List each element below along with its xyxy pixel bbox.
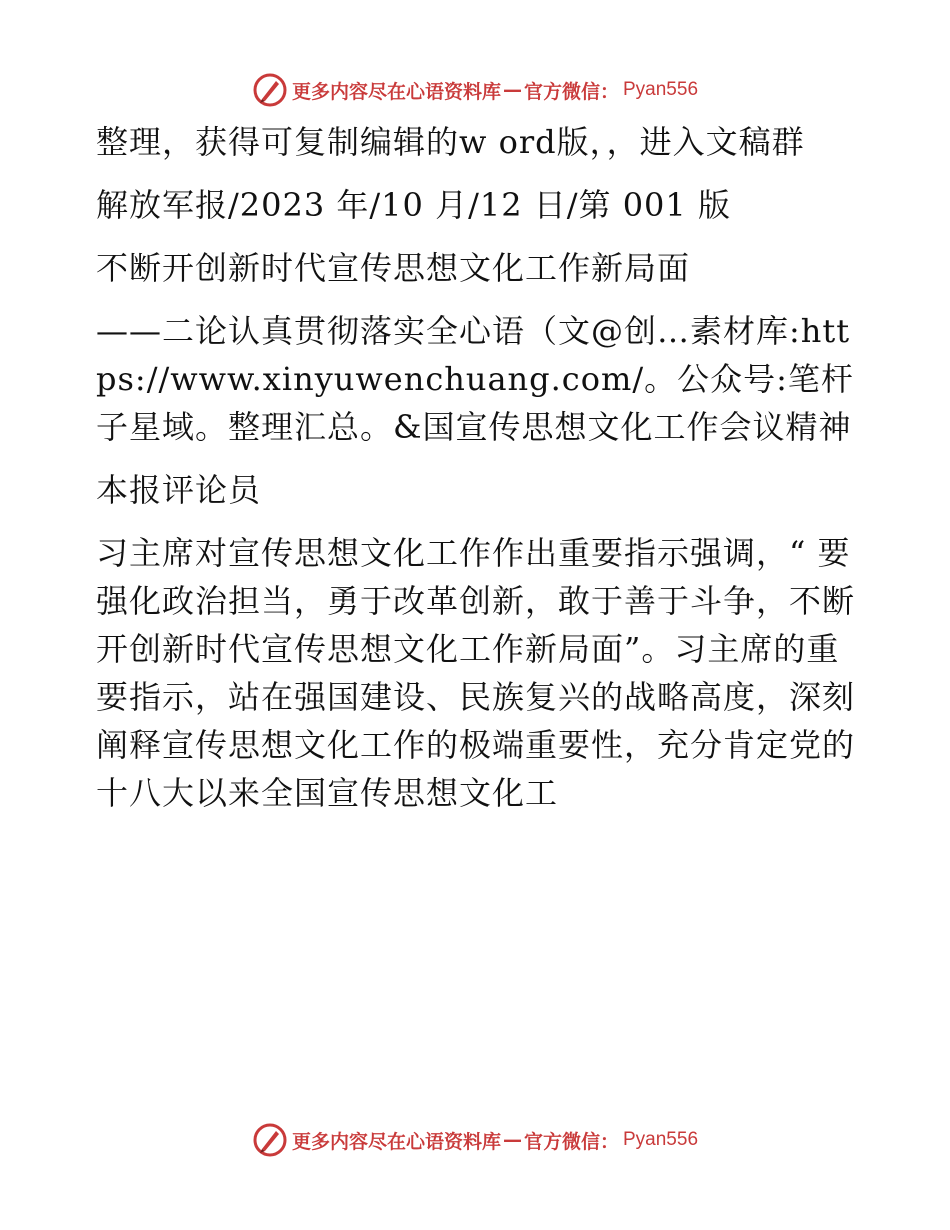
banner-wechat-label: 官方微信： [523, 1130, 619, 1153]
paragraph-body: 习主席对宣传思想文化工作作出重要指示强调，“ 要强化政治担当，勇于改革创新，敢于善于斗争，不断开创新时代宣传思想文化工作新局面”。习主席的重要指示，站在强国建设、民族复兴的战略高度，深刻阐释宣传思想文化工作的极端重要性，充分肯定党的十八大以来全国宣传思想文化工 [96, 534, 856, 812]
article-author: 本报评论员 [96, 471, 262, 509]
article-subtitle: ——二论认真贯彻落实全心语（文@创…素材库:https://www.xinyuwenchuang.com/。公众号:笔杆子星域。整理汇总。&国宣传思想文化工作会议精神 [96, 312, 854, 446]
banner-slogan: 更多内容尽在心语资料库 [291, 80, 501, 103]
article-title: 不断开创新时代宣传思想文化工作新局面 [96, 249, 691, 287]
footer-banner [0, 1120, 950, 1160]
banner-account: Pyan556 [623, 1129, 699, 1150]
banner-slogan: 更多内容尽在心语资料库 [291, 1130, 501, 1153]
quill-logo-icon [252, 1122, 288, 1158]
paragraph-intro: 整理，获得可复制编辑的w ord版，，进入文稿群 [96, 123, 805, 161]
banner-account: Pyan556 [623, 79, 699, 100]
banner-dash: — [502, 1129, 522, 1151]
paragraph-source: 解放军报/2023 年/10 月/12 日/第 001 版 [96, 186, 731, 224]
banner-wechat-label: 官方微信： [523, 80, 619, 103]
document-body [96, 118, 856, 832]
banner-dash: — [502, 79, 522, 101]
header-banner [0, 70, 950, 110]
quill-logo-icon [252, 72, 288, 108]
